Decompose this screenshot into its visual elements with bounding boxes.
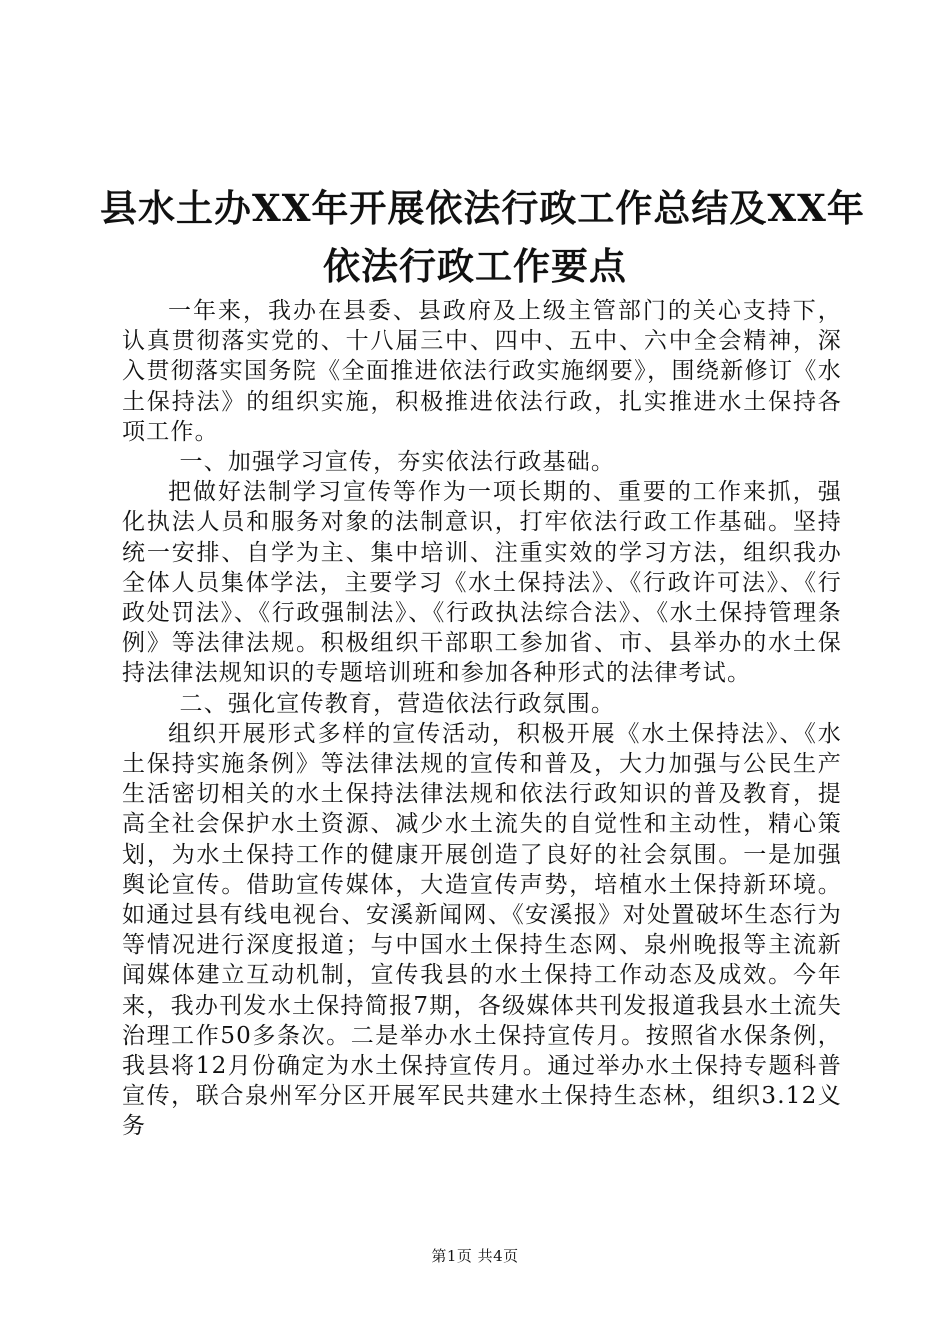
- paragraph-section-1: 把做好法制学习宣传等作为一项长期的、重要的工作来抓，强化执法人员和服务对象的法制意识，打牢依法行政工作基础。坚持统一安排、自学为主、集中培训、注重实效的学习方法，组织我办全体人员集体学法，主要学习《水土保持法》、《行政许可法》、《行政处罚法》、《行政强制法》、《行政执法综合法》、《水土保持管理条例》等法律法规。积极组织干部职工参加省、市、县举办的水土保持法律法规知识的专题培训班和参加各种形式的法律考试。: [122, 479, 842, 687]
- section-heading-2: 二、强化宣传教育，营造依法行政氛围。: [179, 690, 616, 717]
- document-title-line-1: 县水土办XX年开展依法行政工作总结及XX年: [100, 186, 865, 230]
- section-heading-1: 一、加强学习宣传，夯实依法行政基础。: [179, 449, 616, 476]
- page-footer: 第1页 共4页: [431, 1247, 519, 1265]
- paragraph-section-2: 组织开展形式多样的宣传活动，积极开展《水土保持法》、《水土保持实施条例》等法律法规的宣传和普及，大力加强与公民生产生活密切相关的水土保持法律法规和依法行政知识的普及教育，提高全社会保护水土资源、减少水土流失的自觉性和主动性，精心策划，为水土保持工作的健康开展创造了良好的社会氛围。一是加强舆论宣传。借助宣传媒体，大造宣传声势，培植水土保持新环境。如通过县有线电视台、安溪新闻网、《安溪报》对处置破坏生态行为等情况进行深度报道；与中国水土保持生态网、泉州晚报等主流新闻媒体建立互动机制，宣传我县的水土保持工作动态及成效。今年来，我办刊发水土保持简报7期，各级媒体共刊发报道我县水土流失治理工作50多条次。二是举办水土保持宣传月。按照省水保条例，我县将12月份确定为水土保持宣传月。通过举办水土保持专题科普宣传，联合泉州军分区开展军民共建水土保持生态林，组织3.12义务: [122, 720, 842, 1140]
- paragraph-intro: 一年来，我办在县委、县政府及上级主管部门的关心支持下，认真贯彻落实党的、十八届三中、四中、五中、六中全会精神，深入贯彻落实国务院《全面推进依法行政实施纲要》，围绕新修订《水土保持法》的组织实施，积极推进依法行政，扎实推进水土保持各项工作。: [122, 298, 842, 445]
- document-title-line-2: 依法行政工作要点: [323, 244, 627, 288]
- document-body: [122, 296, 842, 1142]
